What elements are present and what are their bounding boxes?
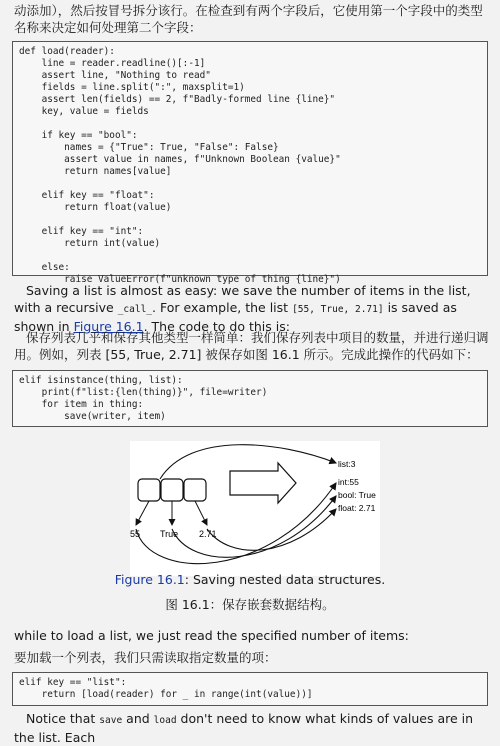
code-line: elif key == "int": [19,226,144,237]
transform-arrow [230,463,296,503]
code-line: elif key == "float": [19,190,155,201]
paragraph-notice [14,710,492,746]
code-line [19,118,481,130]
code-line: elif isinstance(thing, list): [19,375,183,386]
item-label-2: True [160,529,179,539]
paragraph-load-list: while to load a list, we just read the specified number of items: [14,628,409,643]
code-line [19,178,481,190]
paragraph-save-list-zh: 保存列表几乎和保存其他类型一样简单：我们保存列表中项目的数量，并进行递归调用。例如，列表 [55, True, 2.71] 被保存如图 16.1 所示。完成此操作的代码如下： [14,330,489,362]
output-float: float: 2.71 [338,503,376,513]
inline-code-call: _call_ [117,304,153,315]
caption-text: : Saving nested data structures. [184,572,386,587]
code-line: save(writer, item) [19,411,166,422]
code-line: def load(reader): [19,46,115,57]
paragraph-save-list [14,282,492,335]
code-line: assert line, "Nothing to read" [19,70,211,81]
code-line: return names[value] [19,166,172,177]
code-line: for item in thing: [19,399,144,410]
inline-code-list: [55, True, 2.71] [292,304,384,315]
p4-text-before: Notice that [26,711,96,726]
figure-caption [0,572,500,587]
code-line: return float(value) [19,202,172,213]
inline-code-load: load [153,715,177,726]
p4-text-after: don't need to know what kinds of values are in the list. Each [14,711,474,745]
p2-text-after-list: is saved as shown in [14,300,457,334]
list-cell-2 [161,479,183,501]
figure-svg [130,441,380,576]
code-line: return int(value) [19,238,161,249]
code-block-load [12,41,488,285]
code-line: key, value = fields [19,106,149,117]
output-bool: bool: True [338,490,376,500]
code-line: elif key == "list": [19,677,127,688]
code-line: fields = line.split(":", maxsplit=1) [19,82,245,93]
figure-16-1-link[interactable]: Figure 16.1 [73,319,144,334]
code-line: print(f"list:{len(thing)}", file=writer) [19,387,268,398]
code-block-save-list [12,370,488,427]
code-line: assert len(fields) == 2, f"Badly-formed line {line}" [19,94,336,105]
inline-code-save: save [99,715,123,726]
output-list: list:3 [338,459,356,469]
caption-label: Figure 16.1 [114,572,185,587]
code-line: names = {"True": True, "False": False} [19,142,279,153]
p2-text-mid: . For example, the list [152,300,289,315]
item-label-1: 55 [130,529,141,539]
figure-nested-data [130,441,380,576]
code-line: line = reader.readline()[:-1] [19,58,206,69]
output-int: int:55 [338,477,359,487]
code-line [19,250,481,262]
list-cell-1 [138,479,160,501]
top-paragraph-zh: 动添加），然后按冒号拆分该行。在检查到有两个字段后，它使用第一个字段中的类型名称来决定如何处理第二个字段： [14,3,483,35]
p2-text-before: Saving a list is almost as easy: we save the number of items in the list, with a recursive [14,283,471,315]
figure-caption-zh: 图 16.1：保存嵌套数据结构。 [165,597,335,612]
item-label-3: 2.71 [199,529,217,539]
paragraph-load-list-zh: 要加载一个列表，我们只需读取指定数量的项： [14,650,277,665]
code-block-load-list [12,672,488,706]
code-line: assert value in names, f"Unknown Boolean {value}" [19,154,341,165]
p2-text-end: . The code to do this is: [143,319,290,334]
code-line: if key == "bool": [19,130,138,141]
code-line: else: [19,262,70,273]
code-line [19,214,481,226]
code-line: return [load(reader) for _ in range(int(value))] [19,689,313,700]
list-cell-3 [184,479,206,501]
code-line: raise ValueError(f"unknown type of thing {line}") [19,274,341,285]
p4-text-and: and [126,711,150,726]
